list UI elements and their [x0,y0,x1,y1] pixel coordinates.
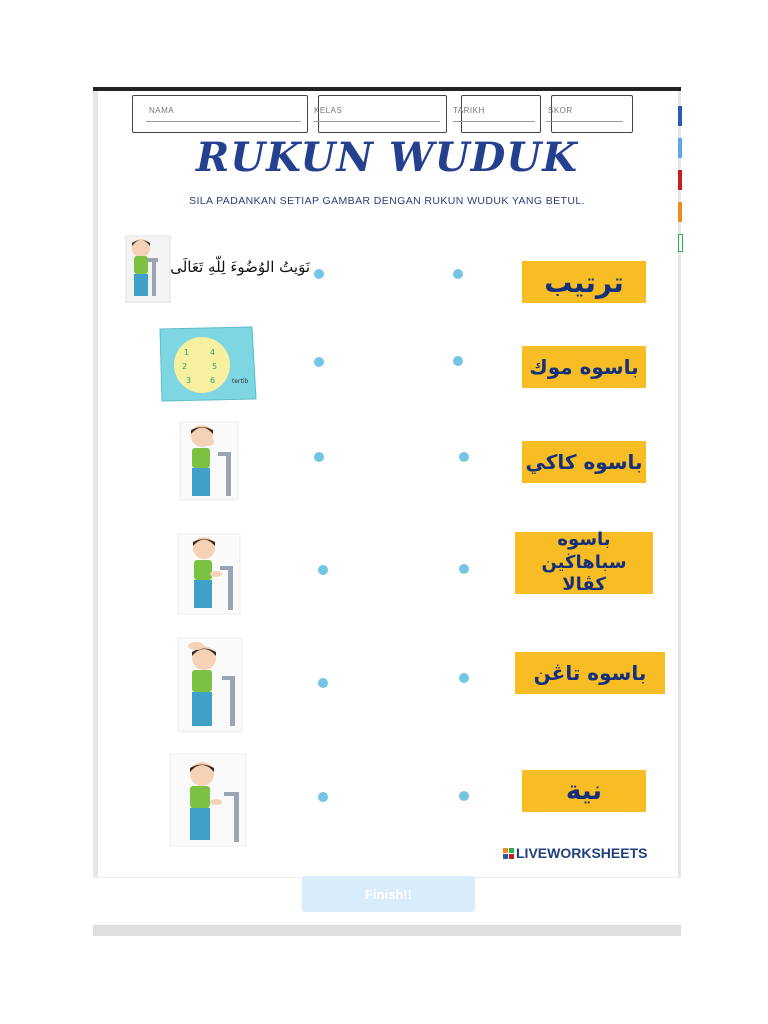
answer-niat[interactable]: نية [522,770,646,812]
svg-text:4: 4 [210,348,216,357]
wash-feet-icon [168,752,250,848]
finish-button[interactable]: Finish!! [302,876,475,912]
right-dot-1[interactable] [453,269,463,279]
liveworksheets-logo [503,845,647,861]
wash-face-icon [178,420,240,502]
answer-basuh-kaki[interactable]: باسوه كاكي [522,441,646,483]
wash-hands-icon [176,532,242,616]
name-label: NAMA [149,106,175,115]
page-title: RUKUN WUDUK [196,134,578,181]
right-dot-5[interactable] [459,673,469,683]
answer-sapu-kepala[interactable]: باسوه سباهاڬين كڤالا [515,532,653,594]
side-tab-green[interactable] [678,234,683,252]
left-dot-5[interactable] [318,678,328,688]
svg-text:5: 5 [212,362,218,371]
right-dot-3[interactable] [459,452,469,462]
tertib-clock-icon [156,325,258,403]
niat-text: نَوَيتُ الوُضُوءَ لِلّهِ تَعَالَى [170,258,310,276]
answer-basuh-tangan[interactable]: باسوه تاڠن [515,652,665,694]
right-dot-6[interactable] [459,791,469,801]
side-tab-blue[interactable] [678,106,682,126]
left-dot-4[interactable] [318,565,328,575]
left-dot-1[interactable] [314,269,324,279]
class-label: KELAS [314,106,343,115]
wipe-head-icon [176,636,244,734]
liveworksheets-logo-icon [503,848,514,859]
answer-basuh-muka[interactable]: باسوه موك [522,346,646,388]
boy-niat-icon [124,234,172,304]
instruction-text: SILA PADANKAN SETIAP GAMBAR DENGAN RUKUN WUDUK YANG BETUL. [189,195,585,207]
worksheet-bottom-edge [93,924,681,936]
svg-text:6: 6 [210,376,216,385]
left-dot-2[interactable] [314,357,324,367]
worksheet-top-border [93,87,681,91]
brand-text: LIVEWORKSHEETS [516,845,648,861]
svg-text:1: 1 [184,348,190,357]
right-dot-2[interactable] [453,356,463,366]
left-dot-3[interactable] [314,452,324,462]
svg-text:3: 3 [186,376,192,385]
right-dot-4[interactable] [459,564,469,574]
clock-label: tertib [232,378,249,385]
answer-tertib[interactable]: ترتيب [522,261,646,303]
score-label: SKOR [548,106,573,115]
left-dot-6[interactable] [318,792,328,802]
worksheet-left-edge [93,91,98,877]
svg-text:2: 2 [182,362,188,371]
date-label: TARIKH [453,106,485,115]
date-line [453,121,535,122]
name-line [146,121,301,122]
class-line [314,121,440,122]
score-line [546,121,623,122]
